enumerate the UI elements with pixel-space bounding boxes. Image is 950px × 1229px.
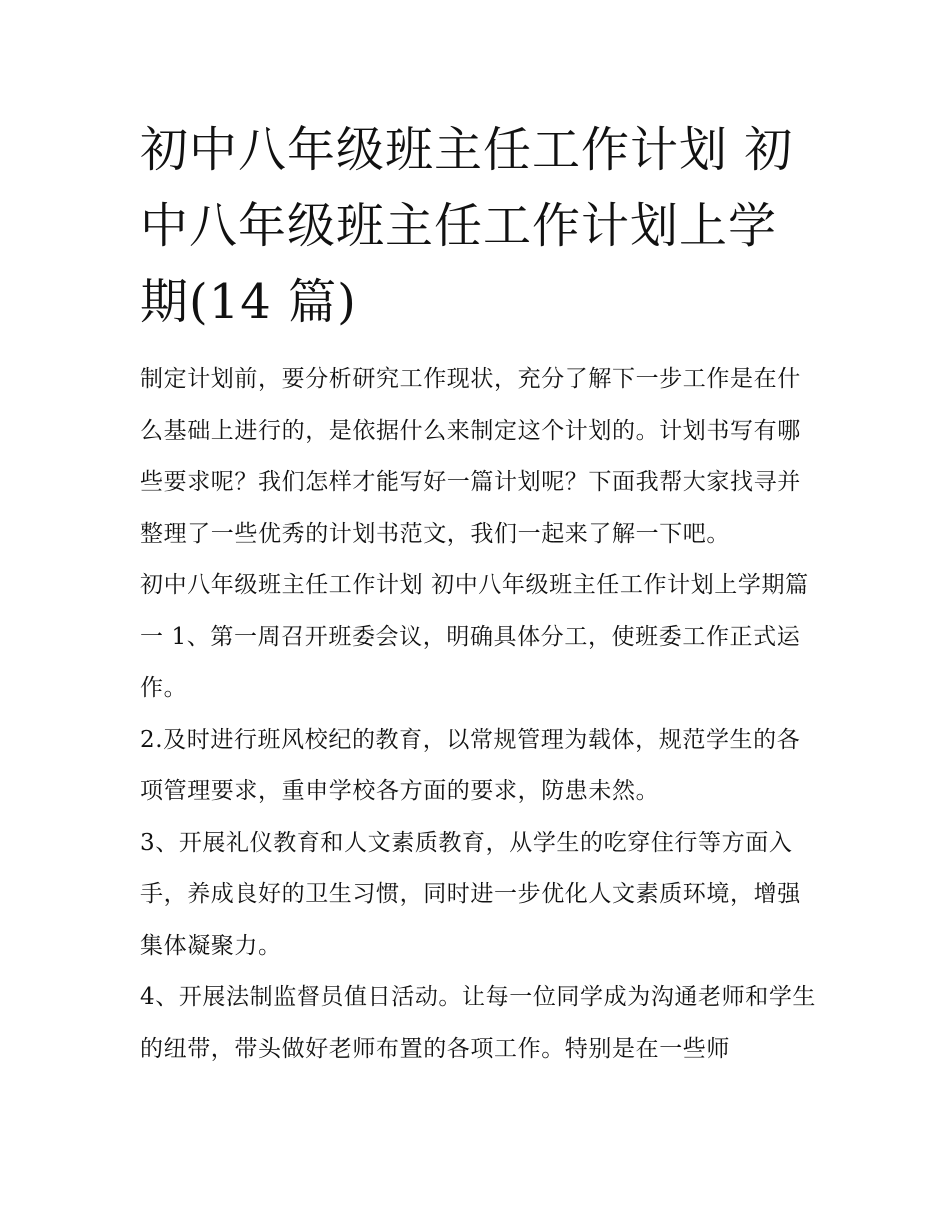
document-body: [140, 354, 820, 1075]
section-heading-paragraph: 初中八年级班主任工作计划 初中八年级班主任工作计划上学期篇一 1、第一周召开班委会议，明确具体分工，使班委工作正式运作。: [140, 572, 809, 701]
list-item-3: 3、开展礼仪教育和人文素质教育，从学生的吃穿住行等方面入手，养成良好的卫生习惯，同时进一步优化人文素质环境，增强集体凝聚力。: [140, 829, 801, 959]
list-item-2: 2.及时进行班风校纪的教育，以常规管理为载体，规范学生的各项管理要求，重申学校各方面的要求，防患未然。: [140, 726, 801, 804]
document-title: 初中八年级班主任工作计划 初中八年级班主任工作计划上学期(14 篇): [140, 122, 794, 330]
intro-paragraph: 制定计划前，要分析研究工作现状，充分了解下一步工作是在什么基础上进行的，是依据什么来制定这个计划的。计划书写有哪些要求呢？我们怎样才能写好一篇计划呢？下面我帮大家找寻并整理了一些优秀的计划书范文，我们一起来了解一下吧。: [140, 366, 801, 547]
list-item-4: 4、开展法制监督员值日活动。让每一位同学成为沟通老师和学生的纽带，带头做好老师布置的各项工作。特别是在一些师: [140, 984, 817, 1062]
